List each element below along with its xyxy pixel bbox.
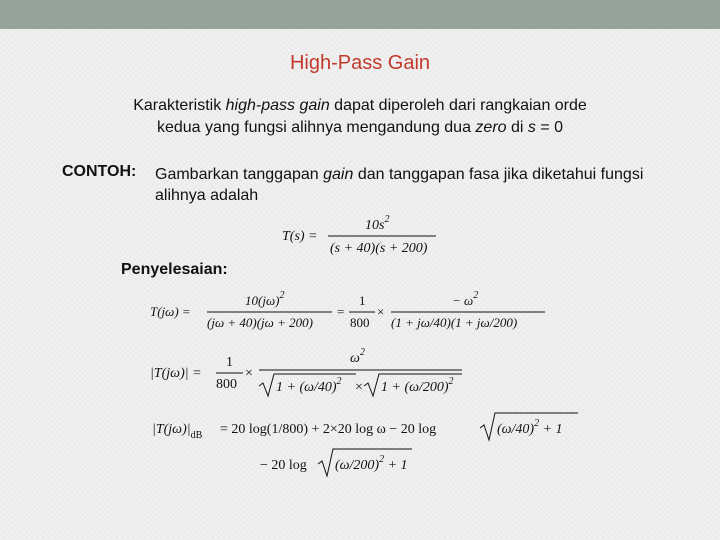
eq3-lhs: |T(jω)| = <box>150 366 202 381</box>
eq3-times: × <box>245 366 253 381</box>
eq4-root2: $(\omega/200)^2 + 1$ <box>335 454 408 473</box>
eq2-fraction2-numerator: 1 <box>359 293 366 308</box>
eq1-lhs: T(s) = <box>282 229 318 244</box>
example-emphasis: gain <box>323 166 354 183</box>
intro-text: dapat diperoleh dari rangkaian orde <box>329 97 587 114</box>
eq3-root1: $1 + (\omega/40)^2$ <box>276 376 342 395</box>
eq2-fraction3-numerator: − $\omega^2$ <box>452 290 479 308</box>
eq3-fraction2-numerator: $\omega^2$ <box>350 347 365 366</box>
eq3-root2: $1 + (\omega/200)^2$ <box>381 376 454 395</box>
eq2-lhs: T(jω) = <box>150 304 191 319</box>
eq4-part1: = 20 log(1/800) + 2×20 log ω − 20 log <box>220 422 437 437</box>
solution-label: Penyelesaian: <box>121 261 228 278</box>
eq3-root-times: × <box>355 380 363 395</box>
equation-decibel <box>152 413 578 476</box>
intro-emphasis: zero <box>475 119 507 136</box>
eq1-denominator: (s + 40)(s + 200) <box>330 241 428 256</box>
eq4-root1: $(\omega/40)^2 + 1$ <box>497 418 563 437</box>
intro-text: di <box>506 119 528 136</box>
eq1-numerator: $10s^2$ <box>365 214 390 233</box>
intro-emphasis: s <box>527 119 536 136</box>
example-label: CONTOH: <box>62 163 137 180</box>
eq2-times: × <box>377 304 385 319</box>
eq4-lhs: $|T(j\omega)|_{dB}$ <box>152 422 203 441</box>
example-text-part: Gambarkan tanggapan <box>155 166 324 183</box>
eq2-equals: = <box>337 304 345 319</box>
equation-magnitude <box>150 347 462 396</box>
slide-title: High-Pass Gain <box>289 52 431 74</box>
intro-text: kedua yang fungsi alihnya mengandung dua <box>156 119 476 136</box>
eq3-fraction1-numerator: 1 <box>226 355 233 370</box>
eq2-fraction3-denominator: (1 + jω/40)(1 + jω/200) <box>391 315 518 330</box>
intro-text: Karakteristik <box>133 97 226 114</box>
intro-emphasis: high-pass gain <box>225 97 330 114</box>
equation-transfer-function <box>282 214 436 256</box>
eq2-fraction1-denominator: (jω + 40)(jω + 200) <box>207 315 313 330</box>
example-text-part: dan tanggapan fasa jika diketahui fungsi alihnya adalah <box>155 166 644 204</box>
eq4-line2: − 20 log <box>260 458 307 473</box>
eq2-fraction1-numerator: $10(j\omega)^2$ <box>245 290 285 308</box>
intro-text: = 0 <box>535 119 564 136</box>
eq3-fraction1-denominator: 800 <box>216 377 237 392</box>
eq2-fraction2-denominator: 800 <box>350 315 370 330</box>
equation-frequency-response <box>150 290 545 330</box>
